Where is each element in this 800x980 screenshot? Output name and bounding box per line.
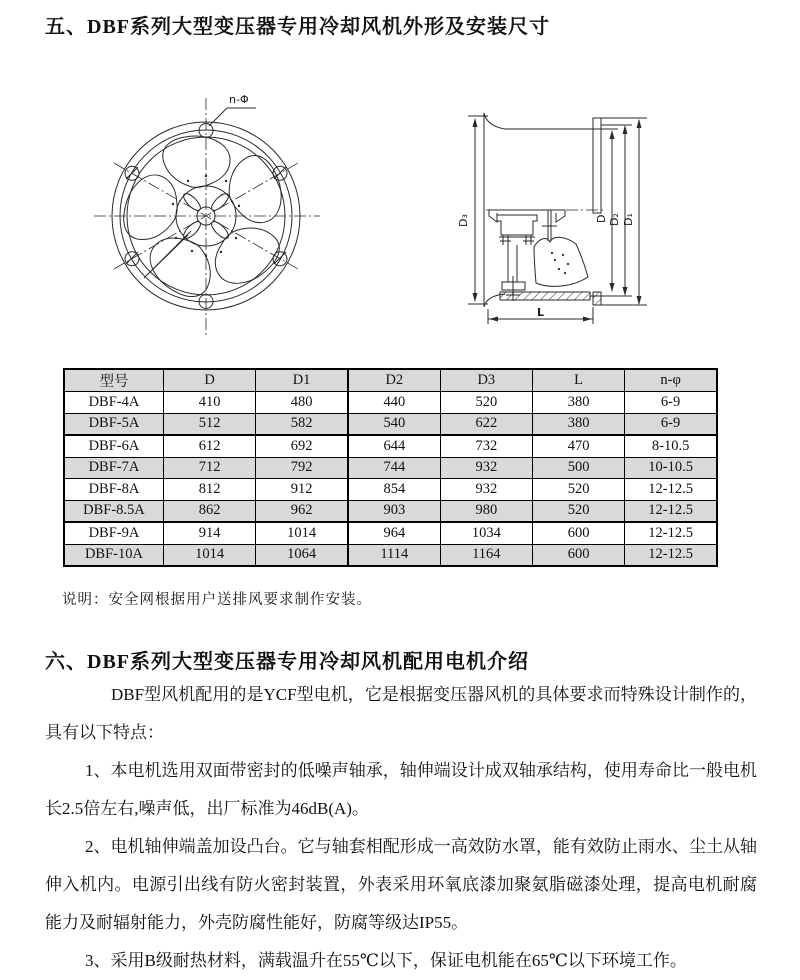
table-cell: 6-9 bbox=[625, 413, 717, 435]
dim-label-d3: D₃ bbox=[457, 214, 470, 227]
table-row bbox=[64, 500, 717, 522]
spec-table bbox=[63, 368, 718, 567]
dim-label-l: L bbox=[537, 306, 545, 319]
column-header: n-φ bbox=[625, 369, 717, 392]
table-cell: 612 bbox=[163, 435, 255, 457]
n-phi-label: n-Φ bbox=[229, 93, 249, 106]
table-row bbox=[64, 479, 717, 501]
table-row bbox=[64, 435, 717, 457]
table-cell: 600 bbox=[532, 544, 624, 566]
table-cell: 1014 bbox=[256, 522, 348, 544]
paragraph-point3: 3、采用B级耐热材料，满载温升在55℃以下，保证电机能在65℃以下环境工作。 bbox=[85, 951, 687, 970]
table-cell: 10-10.5 bbox=[625, 457, 717, 479]
table-cell: DBF-8.5A bbox=[64, 500, 163, 522]
table-cell: 520 bbox=[532, 500, 624, 522]
paragraph-intro: DBF型风机配用的是YCF型电机，它是根据变压器风机的具体要求而特殊设计制作的，具有以下特点： bbox=[45, 685, 757, 742]
table-cell: 692 bbox=[256, 435, 348, 457]
table-cell: 964 bbox=[348, 522, 440, 544]
table-cell: 644 bbox=[348, 435, 440, 457]
table-cell: 903 bbox=[348, 500, 440, 522]
section5-title: 五、DBF系列大型变压器专用冷却风机外形及安装尺寸 bbox=[45, 16, 550, 38]
table-cell: 440 bbox=[348, 392, 440, 414]
column-header: 型号 bbox=[64, 369, 163, 392]
table-cell: DBF-7A bbox=[64, 457, 163, 479]
table-cell: 12-12.5 bbox=[625, 522, 717, 544]
table-note: 说明：安全网根据用户送排风要求制作安装。 bbox=[62, 592, 372, 608]
table-cell: 932 bbox=[440, 479, 532, 501]
table-cell: 520 bbox=[440, 392, 532, 414]
table-cell: 12-12.5 bbox=[625, 544, 717, 566]
table-cell: 8-10.5 bbox=[625, 435, 717, 457]
table-cell: 980 bbox=[440, 500, 532, 522]
table-cell: 600 bbox=[532, 522, 624, 544]
table-row bbox=[64, 413, 717, 435]
table-cell: DBF-8A bbox=[64, 479, 163, 501]
table-cell: 1164 bbox=[440, 544, 532, 566]
table-cell: 744 bbox=[348, 457, 440, 479]
column-header: D1 bbox=[256, 369, 348, 392]
spec-table-body bbox=[64, 392, 717, 567]
table-cell: 480 bbox=[256, 392, 348, 414]
dim-label-d1: D₁ bbox=[622, 213, 635, 226]
table-cell: 1114 bbox=[348, 544, 440, 566]
table-cell: 380 bbox=[532, 392, 624, 414]
dim-label-d2: D₂ bbox=[608, 213, 621, 226]
table-row bbox=[64, 544, 717, 566]
table-cell: 932 bbox=[440, 457, 532, 479]
table-cell: 582 bbox=[256, 413, 348, 435]
table-cell: 712 bbox=[163, 457, 255, 479]
table-cell: 812 bbox=[163, 479, 255, 501]
column-header: D2 bbox=[348, 369, 440, 392]
table-cell: 12-12.5 bbox=[625, 500, 717, 522]
table-row bbox=[64, 522, 717, 544]
column-header: D3 bbox=[440, 369, 532, 392]
spec-table-head-row bbox=[64, 369, 717, 392]
table-cell: 512 bbox=[163, 413, 255, 435]
table-cell: 914 bbox=[163, 522, 255, 544]
table-cell: DBF-6A bbox=[64, 435, 163, 457]
paragraph-point1: 1、本电机选用双面带密封的低噪声轴承，轴伸端设计成双轴承结构，使用寿命比一般电机长2.5倍左右,噪声低，出厂标准为46dB(A)。 bbox=[45, 761, 757, 818]
table-cell: 1014 bbox=[163, 544, 255, 566]
section6-title: 六、DBF系列大型变压器专用冷却风机配用电机介绍 bbox=[45, 651, 529, 673]
table-cell: 540 bbox=[348, 413, 440, 435]
table-cell: 410 bbox=[163, 392, 255, 414]
fan-side-view-drawing bbox=[455, 105, 660, 333]
table-cell: 6-9 bbox=[625, 392, 717, 414]
table-cell: 962 bbox=[256, 500, 348, 522]
table-cell: 380 bbox=[532, 413, 624, 435]
table-cell: 622 bbox=[440, 413, 532, 435]
table-cell: 792 bbox=[256, 457, 348, 479]
table-cell: 12-12.5 bbox=[625, 479, 717, 501]
column-header: L bbox=[532, 369, 624, 392]
fan-front-view-drawing bbox=[88, 88, 330, 344]
paragraph-point2: 2、电机轴伸端盖加设凸台。它与轴套相配形成一高效防水罩，能有效防止雨水、尘土从轴伸入机内。电源引出线有防火密封装置，外表采用环氧底漆加聚氨脂磁漆处理，提高电机耐腐能力及耐辐射能力，外壳防腐性能好，防腐等级达IP55。 bbox=[45, 837, 757, 932]
table-cell: DBF-10A bbox=[64, 544, 163, 566]
table-cell: 732 bbox=[440, 435, 532, 457]
section6-body bbox=[45, 676, 757, 980]
table-cell: DBF-9A bbox=[64, 522, 163, 544]
table-cell: 862 bbox=[163, 500, 255, 522]
table-cell: DBF-5A bbox=[64, 413, 163, 435]
table-cell: 1034 bbox=[440, 522, 532, 544]
table-cell: 500 bbox=[532, 457, 624, 479]
dim-label-d: D bbox=[595, 214, 608, 223]
table-row bbox=[64, 392, 717, 414]
table-cell: DBF-4A bbox=[64, 392, 163, 414]
column-header: D bbox=[163, 369, 255, 392]
table-cell: 912 bbox=[256, 479, 348, 501]
table-cell: 1064 bbox=[256, 544, 348, 566]
table-row bbox=[64, 457, 717, 479]
table-cell: 854 bbox=[348, 479, 440, 501]
table-cell: 470 bbox=[532, 435, 624, 457]
table-cell: 520 bbox=[532, 479, 624, 501]
